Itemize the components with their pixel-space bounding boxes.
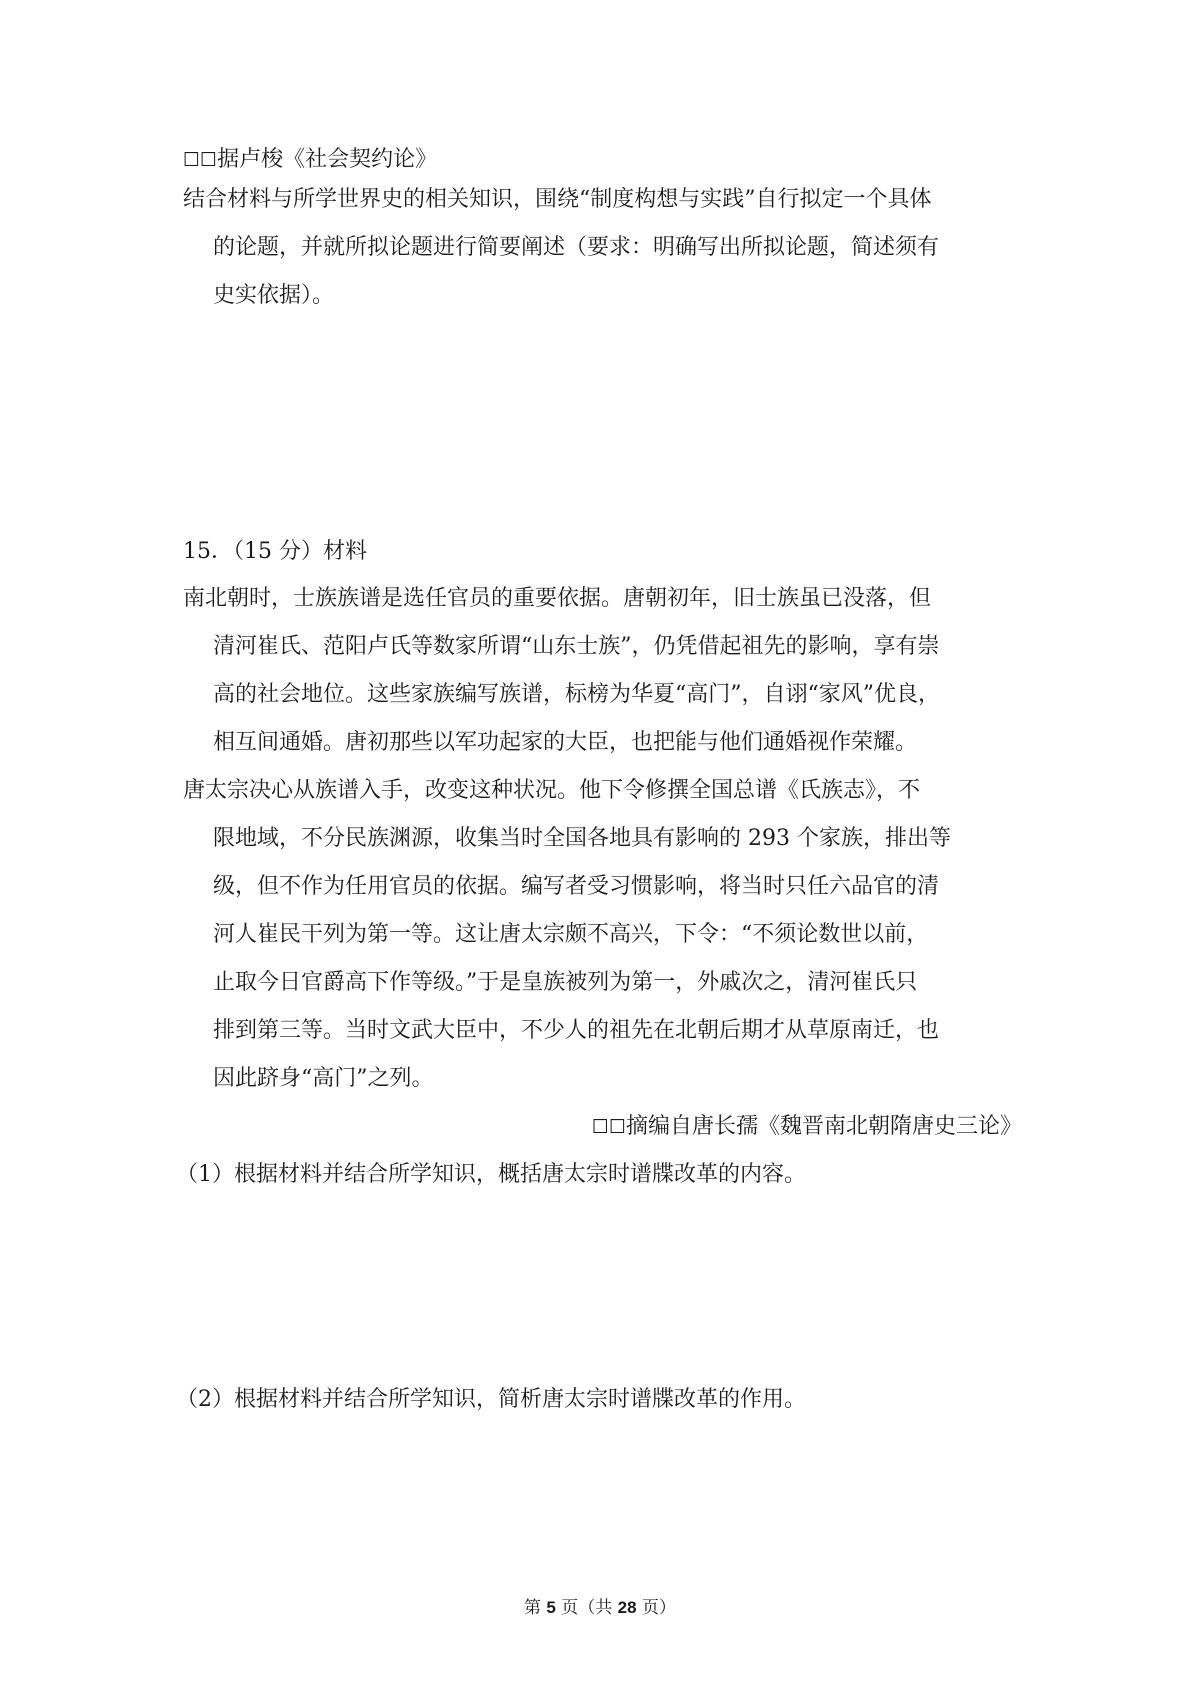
footer-page-number: 5 [546,1598,556,1617]
footer-total-pages: 28 [617,1598,637,1617]
q15-para2-line-3: 级，但不作为任用官员的依据。编写者受习惯影响，将当时只任六品官的清 [213,874,940,899]
q15-para1-line-3: 高的社会地位。这些家族编写族谱，标榜为华夏“高门”，自诩“家风”优良， [213,682,940,707]
q15-para2-line-6: 排到第三等。当时文武大臣中，不少人的祖先在北朝后期才从草原南迁，也 [213,1018,940,1043]
page-footer [0,1597,1200,1619]
q15-header: 15．（15 分）材料 [183,539,367,564]
q15-para2-line-1: 唐太宗决心从族谱入手，改变这种状况。他下令修撰全国总谱《氏族志》，不 [183,778,921,803]
footer-mid: 页（共 [555,1598,618,1618]
q15-source-citation [592,1112,1022,1142]
q14-prompt-line-2: 的论题，并就所拟论题进行简要阐述（要求：明确写出所拟论题，简述须有 [213,235,940,260]
q15-para2-line-7: 因此跻身“高门”之列。 [213,1066,434,1091]
q15-para2-line-2: 限地域，不分民族渊源，收集当时全国各地具有影响的 293 个家族，排出等 [213,826,951,851]
q15-para2-line-4: 河人崔民干列为第一等。这让唐太宗颇不高兴，下令：“不须论数世以前， [213,922,929,947]
q14-prompt-line-1: 结合材料与所学世界史的相关知识，围绕“制度构想与实践”自行拟定一个具体 [183,187,932,212]
q14-prompt-line-3: 史实依据）。 [213,283,335,308]
source-citation-text: 据卢梭《社会契约论》 [217,147,438,172]
q15-para1-line-1: 南北朝时，士族族谱是选任官员的重要依据。唐朝初年，旧士族虽已没落，但 [183,586,932,611]
footer-prefix: 第 [523,1598,547,1618]
missing-glyph-marks: ☐☐ [591,1116,626,1138]
q15-para1-line-4: 相互间通婚。唐初那些以军功起家的大臣，也把能与他们通婚视作荣耀。 [213,730,918,755]
q15-subquestion-1: （1）根据材料并结合所学知识，概括唐太宗时谱牒改革的内容。 [176,1162,806,1187]
q15-para1-line-2: 清河崔氏、范阳卢氏等数家所谓“山东士族”，仍凭借起祖先的影响，享有崇 [213,634,940,659]
q15-source-text: 摘编自唐长孺《魏晋南北朝隋唐史三论》 [625,1114,1022,1139]
q15-para2-line-5: 止取今日官爵高下作等级。”于是皇族被列为第一，外戚次之，清河崔氏只 [213,970,918,995]
missing-glyph-marks: ☐☐ [183,149,218,171]
q15-subquestion-2: （2）根据材料并结合所学知识，简析唐太宗时谱牒改革的作用。 [176,1387,806,1412]
source-citation-top [183,145,437,175]
footer-suffix: 页） [636,1598,676,1618]
